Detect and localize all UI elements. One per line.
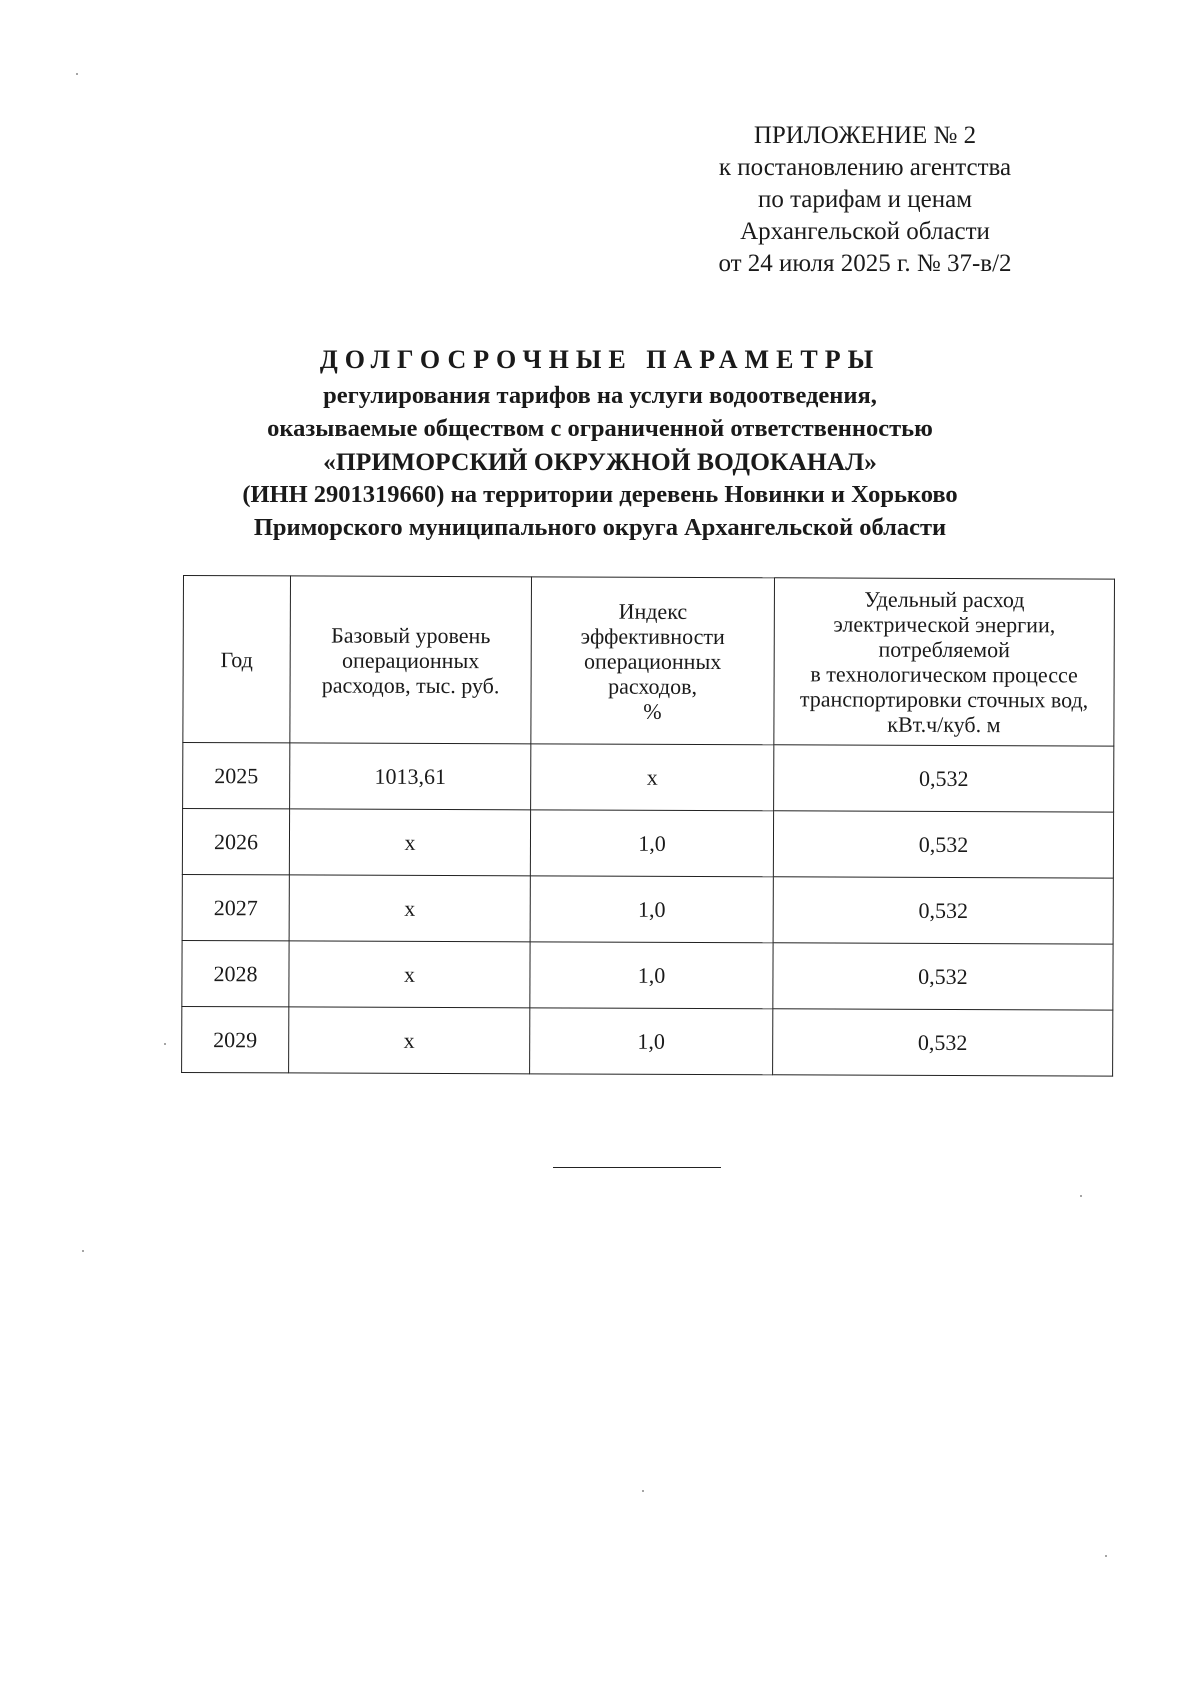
cell-specific-energy: 0,532 [773,877,1113,944]
scan-speck [76,73,78,75]
cell-base-opex: х [289,809,530,876]
cell-base-opex: х [289,1007,530,1074]
cell-efficiency-index: 1,0 [530,1008,773,1075]
cell-specific-energy: 0,532 [773,1009,1113,1076]
cell-specific-energy: 0,532 [773,811,1113,878]
title-line-4: (ИНН 2901319660) на территории деревень Новинки и Хорьково [242,481,958,508]
table-row [183,743,1114,813]
header-year: Год [183,576,291,743]
appendix-date-number: от 24 июля 2025 г. № 37-в/2 [718,250,1012,277]
cell-base-opex: 1013,61 [290,743,531,810]
table-header-row [183,576,1115,747]
cell-year: 2026 [182,809,289,875]
cell-year: 2028 [182,940,289,1006]
scan-speck [164,1043,166,1045]
title-line-1: регулирования тарифов на услуги водоотведения, [323,382,877,409]
cell-base-opex: х [289,941,530,1008]
scan-speck [642,1490,644,1492]
table-row [182,874,1113,944]
appendix-number: ПРИЛОЖЕНИЕ № 2 [753,122,977,149]
table-row [182,809,1113,879]
appendix-header [700,120,1030,280]
cell-specific-energy: 0,532 [773,943,1113,1010]
header-efficiency-index: Индекс эффективности операционных расходов, % [531,577,775,745]
appendix-reference: к постановлению агентства [718,154,1012,181]
cell-year: 2025 [183,743,290,809]
cell-year: 2029 [182,1006,289,1072]
cell-specific-energy: 0,532 [774,745,1114,812]
appendix-region: Архангельской области [740,218,990,245]
end-of-document-rule [553,1167,721,1168]
title-organization: «ПРИМОРСКИЙ ОКРУЖНОЙ ВОДОКАНАЛ» [323,447,877,476]
scan-speck [82,1250,84,1252]
table-row [182,1006,1113,1076]
cell-year: 2027 [182,874,289,940]
table-row [182,940,1113,1010]
cell-base-opex: х [289,875,530,942]
scan-speck [1080,1195,1082,1197]
cell-efficiency-index: х [531,744,774,811]
cell-efficiency-index: 1,0 [530,876,773,943]
cell-efficiency-index: 1,0 [530,942,773,1009]
appendix-agency: по тарифам и ценам [757,186,973,213]
parameters-table [181,575,1115,1077]
cell-efficiency-index: 1,0 [530,810,773,877]
document-title [150,343,1050,544]
title-line-5: Приморского муниципального округа Архангельской области [253,514,947,541]
scan-speck [1105,1555,1107,1557]
title-line-2: оказываемые обществом с ограниченной ответственностью [267,415,933,442]
header-base-opex: Базовый уровень операционных расходов, тыс. руб. [290,576,532,744]
title-main: ДОЛГОСРОЧНЫЕ ПАРАМЕТРЫ [319,345,881,374]
header-specific-energy: Удельный расход электрической энергии, потребляемой в технологическом процессе транспортировки сточных вод, кВт.ч/куб. м [774,578,1115,746]
